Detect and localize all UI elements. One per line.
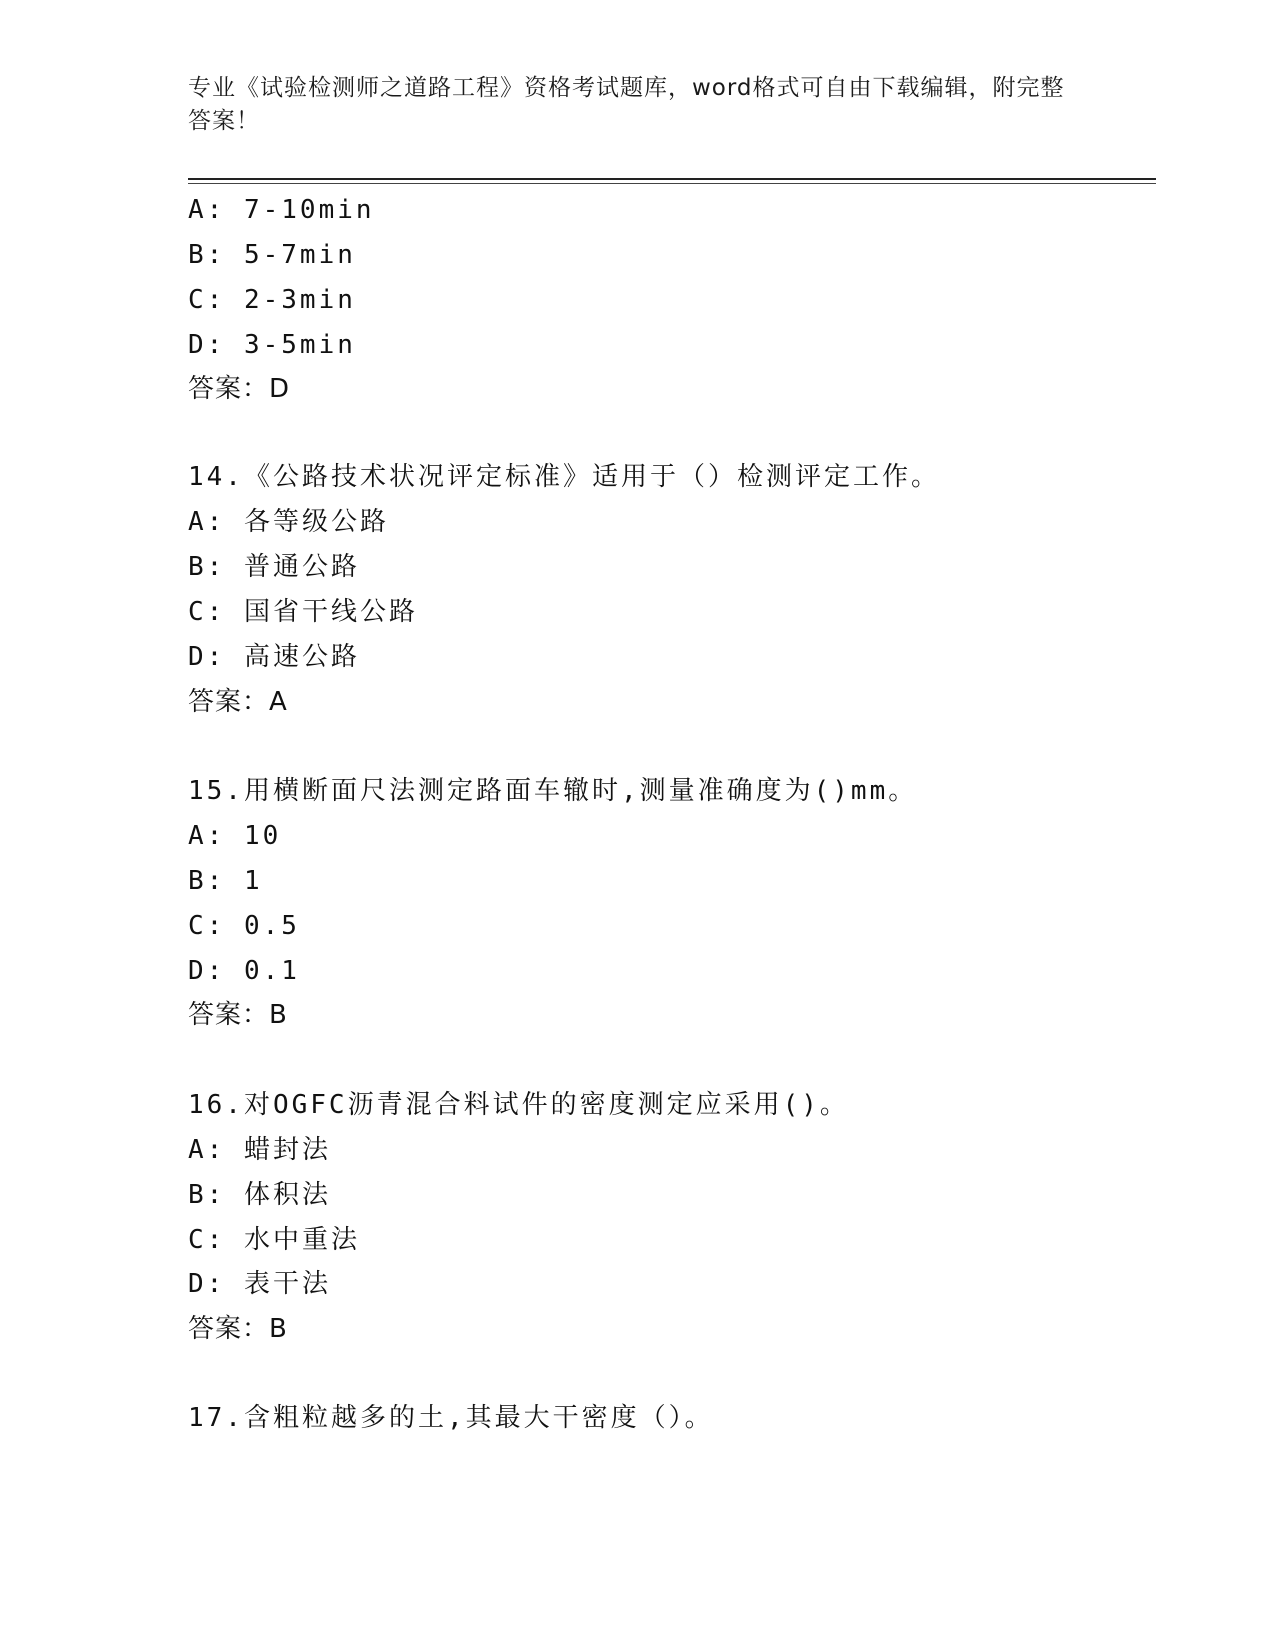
q14-option-b: B: 普通公路	[188, 552, 360, 582]
q15-option-c: C: 0.5	[188, 911, 300, 941]
q14-answer: 答案：A	[188, 687, 288, 717]
q15-answer: 答案：B	[188, 1000, 288, 1030]
q14-option-a: A: 各等级公路	[188, 507, 389, 537]
q16-option-c: C: 水中重法	[188, 1225, 360, 1255]
document-header: 专业《试验检测师之道路工程》资格考试题库，word格式可自由下载编辑，附完整答案！	[188, 75, 1065, 134]
q16-option-b: B: 体积法	[188, 1180, 331, 1210]
q14-stem: 14.《公路技术状况评定标准》适用于（）检测评定工作。	[188, 462, 940, 492]
q13-option-b: B: 5-7min	[188, 240, 356, 270]
q13-option-a: A: 7-10min	[188, 195, 375, 225]
header-divider-thin	[188, 183, 1156, 184]
q15-option-b: B: 1	[188, 866, 263, 896]
q15-option-d: D: 0.1	[188, 956, 300, 986]
q17-stem: 17.含粗粒越多的土,其最大干密度（）。	[188, 1403, 714, 1433]
q13-option-c: C: 2-3min	[188, 285, 356, 315]
q16-option-a: A: 蜡封法	[188, 1135, 331, 1165]
header-divider-thick	[188, 178, 1156, 180]
q13-option-d: D: 3-5min	[188, 330, 356, 360]
q16-option-d: D: 表干法	[188, 1269, 331, 1299]
q16-stem: 16.对OGFC沥青混合料试件的密度测定应采用()。	[188, 1090, 849, 1120]
q14-option-d: D: 高速公路	[188, 642, 360, 672]
q15-stem: 15.用横断面尺法测定路面车辙时,测量准确度为()mm。	[188, 776, 918, 806]
q13-answer: 答案：D	[188, 374, 291, 404]
q15-option-a: A: 10	[188, 821, 282, 851]
q16-answer: 答案：B	[188, 1314, 288, 1344]
q14-option-c: C: 国省干线公路	[188, 597, 418, 627]
